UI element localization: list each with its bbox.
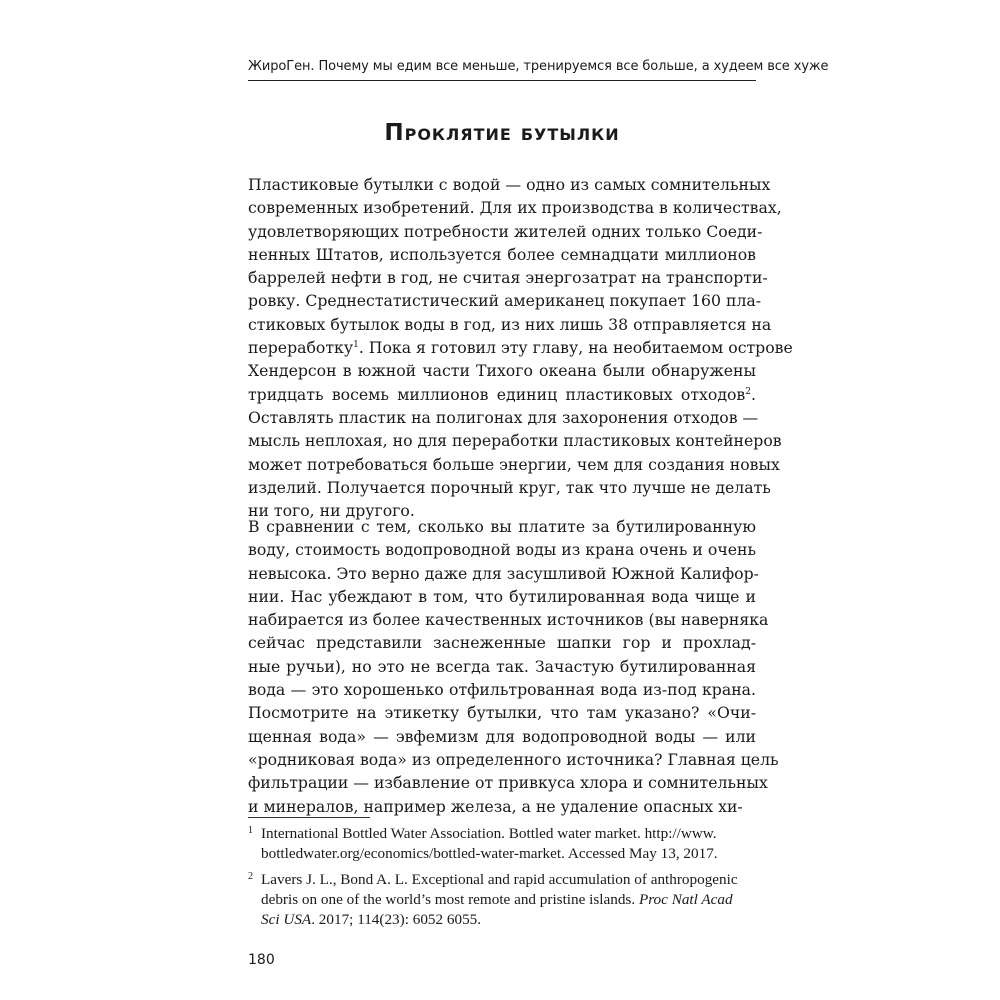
text-line: нии. Нас убеждают в том, что бутилированная вода чище и — [248, 586, 756, 606]
text-line: ные ручьи), но это не всегда так. Зачастую бутилированная — [248, 656, 756, 676]
running-header: ЖироГен. Почему мы едим все меньше, тренируемся все больше, а худеем все хуже — [248, 59, 829, 74]
text-line — [248, 336, 793, 359]
footnote-number: 2 — [248, 871, 253, 882]
text-line: Оставлять пластик на полигонах для захоронения отходов — — [248, 407, 759, 427]
text-line: ровку. Среднестатистический американец покупает 160 пла- — [248, 291, 762, 311]
text-line: Хендерсон в южной части Тихого океана были обнаружены — [248, 361, 756, 381]
footnote-line: International Bottled Water Association. Bottled water market. http://www. — [261, 825, 717, 842]
text-run: . — [751, 384, 756, 404]
text-line: и минералов, например железа, а не удаление опасных хи- — [248, 796, 743, 816]
footnotes — [248, 824, 756, 936]
footnote-line: Sci USA. 2017; 114(23): 6052 6055. — [261, 911, 482, 928]
text-line — [248, 383, 756, 406]
text-line: «родниковая вода» из определенного источника? Главная цель — [248, 749, 779, 769]
footnote-line: Lavers J. L., Bond A. L. Exceptional and rapid accumulation of anthropogenic — [261, 871, 738, 888]
text-line: щенная вода» — эвфемизм для водопроводной воды — или — [248, 726, 756, 746]
text-line: ни того, ни другого. — [248, 501, 415, 521]
text-line: Пластиковые бутылки с водой — одно из самых сомнительных — [248, 175, 771, 194]
text-line: набирается из более качественных источников (вы навернякa — [248, 610, 769, 630]
footnote-rule — [248, 817, 370, 818]
text-line: удовлетворяющих потребности жителей одних только Соеди- — [248, 221, 763, 241]
text-line: стиковых бутылок воды в год, из них лишь 38 отправляется на — [248, 314, 772, 334]
chapter-title: Проклятие бутылки — [384, 120, 620, 146]
text-run: тридцать восемь миллионов единиц пластиковых отходов — [248, 384, 746, 404]
text-line: Посмотрите на этикетку бутылки, что там указано? «Очи- — [248, 703, 756, 723]
text-line: изделий. Получается порочный круг, так что лучше не делать — [248, 477, 771, 497]
text-line: вода — это хорошенько отфильтрованная вода из-под крана. — [248, 680, 756, 700]
text-run: переработку — [248, 338, 354, 358]
footnote-line: bottledwater.org/economics/bottled-water-market. Accessed May 13, 2017. — [261, 845, 718, 862]
footnote-line: debris on one of the world’s most remote and pristine islands. Proc Natl Acad — [261, 891, 733, 908]
footnote — [248, 870, 756, 930]
paragraph-1 — [248, 173, 793, 522]
header-rule — [248, 80, 756, 81]
footnote-reference: 2 — [745, 386, 751, 397]
footnote-number: 1 — [248, 825, 253, 836]
footnote — [248, 824, 756, 864]
footnote-reference: 1 — [353, 340, 359, 351]
page-number: 180 — [248, 952, 275, 968]
text-run: . Пока я готовил эту главу, на необитаемом острове — [358, 338, 793, 358]
text-line: невысока. Это верно даже для засушливой Южной Калифор- — [248, 563, 759, 583]
text-line: воду, стоимость водопроводной воды из крана очень и очень — [248, 540, 756, 560]
paragraph-2 — [248, 515, 779, 818]
text-line: ненных Штатов, используется более семнадцати миллионов — [248, 244, 756, 264]
text-line: баррелей нефти в год, не считая энергозатрат на транспорти- — [248, 268, 768, 288]
text-line: мысль неплохая, но для переработки пластиковых контейнеров — [248, 431, 782, 451]
text-line: сейчас представили заснеженные шапки гор и прохлад- — [248, 633, 756, 653]
text-line: В сравнении с тем, сколько вы платите за бутилированную — [248, 517, 756, 536]
text-line: может потребоваться больше энергии, чем для создания новых — [248, 454, 780, 474]
text-line: фильтрации — избавление от привкуса хлора и сомнительных — [248, 773, 768, 793]
text-line: современных изобретений. Для их производства в количествах, — [248, 198, 782, 218]
